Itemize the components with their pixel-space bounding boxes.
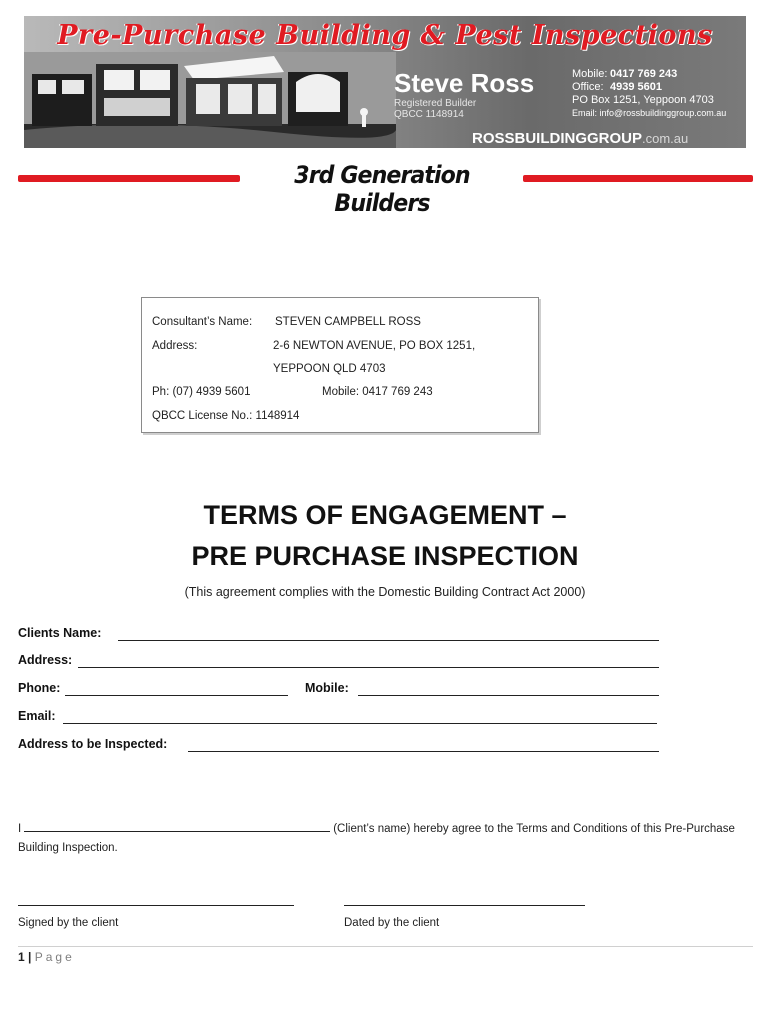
red-rule-right [523, 175, 753, 182]
phone-label: Phone: [18, 681, 61, 695]
client-name-blank[interactable] [24, 822, 330, 832]
email-field[interactable] [63, 723, 657, 724]
website-main: ROSSBUILDINGGROUP [472, 130, 643, 147]
consultant-box [141, 297, 539, 433]
phone-field[interactable] [65, 695, 288, 696]
banner-contact [572, 68, 742, 120]
address-field-label: Address: [18, 653, 73, 667]
consultant-mobile: Mobile: 0417 769 243 [322, 386, 433, 398]
website-domain: .com.au [642, 131, 689, 146]
builder-role [394, 98, 476, 120]
office-label: Office: [572, 81, 604, 93]
address-field[interactable] [78, 667, 659, 668]
mobile-value: 0417 769 243 [610, 68, 678, 80]
consultant-name-label: Consultant’s Name: [152, 316, 253, 328]
mobile-field[interactable] [358, 695, 659, 696]
dated-by-label: Dated by the client [344, 917, 440, 929]
title-line-1: TERMS OF ENGAGEMENT – [203, 500, 567, 530]
role-line: Registered Builder [394, 98, 477, 109]
mobile-label: Mobile: [572, 68, 608, 80]
address-line-2: YEPPOON QLD 4703 [273, 363, 386, 375]
email-label: Email: [18, 709, 56, 723]
consultant-phone: Ph: (07) 4939 5601 [152, 386, 251, 398]
consultant-name-value: STEVEN CAMPBELL ROSS [275, 316, 421, 328]
agreement-prefix: I [18, 823, 22, 835]
red-rule-left [18, 175, 240, 182]
subtitle: (This agreement complies with the Domestic Building Contract Act 2000) [184, 585, 586, 599]
website [472, 130, 688, 147]
qbcc-line: QBCC 1148914 [394, 109, 464, 120]
inspection-address-label: Address to be Inspected: [18, 737, 168, 751]
page-label: Page [34, 950, 75, 964]
agreement-text: (Client’s name) hereby agree to the Terms and Conditions of this Pre-Purchase Building Inspection. [18, 823, 735, 854]
clients-name-label: Clients Name: [18, 626, 102, 640]
qbcc-license: QBCC License No.: 1148914 [152, 410, 300, 422]
banner-title: Pre-Purchase Building & Pest Inspections [57, 20, 713, 51]
page-footer [18, 950, 75, 964]
inspection-address-field[interactable] [188, 751, 659, 752]
address-line-1: 2-6 NEWTON AVENUE, PO BOX 1251, [273, 340, 476, 352]
house-illustration [24, 52, 396, 148]
mobile-field-label: Mobile: [305, 681, 349, 695]
tagline: 3rd Generation Builders [294, 161, 470, 217]
signed-by-label: Signed by the client [18, 917, 119, 929]
page-number: 1 [18, 950, 25, 964]
title-line-2: PRE PURCHASE INSPECTION [191, 541, 579, 571]
signature-line[interactable] [18, 905, 294, 906]
agreement-statement [18, 820, 748, 858]
footer-rule [18, 946, 753, 947]
clients-name-field[interactable] [118, 640, 659, 641]
header-banner [24, 16, 746, 148]
address-label: Address: [152, 340, 198, 352]
date-line[interactable] [344, 905, 585, 906]
builder-name: Steve Ross [394, 68, 535, 98]
banner-email: Email: info@rossbuildinggroup.com.au [572, 108, 727, 118]
page-separator: | [28, 950, 32, 964]
po-box: PO Box 1251, Yeppoon 4703 [572, 94, 714, 106]
office-value: 4939 5601 [610, 81, 662, 93]
